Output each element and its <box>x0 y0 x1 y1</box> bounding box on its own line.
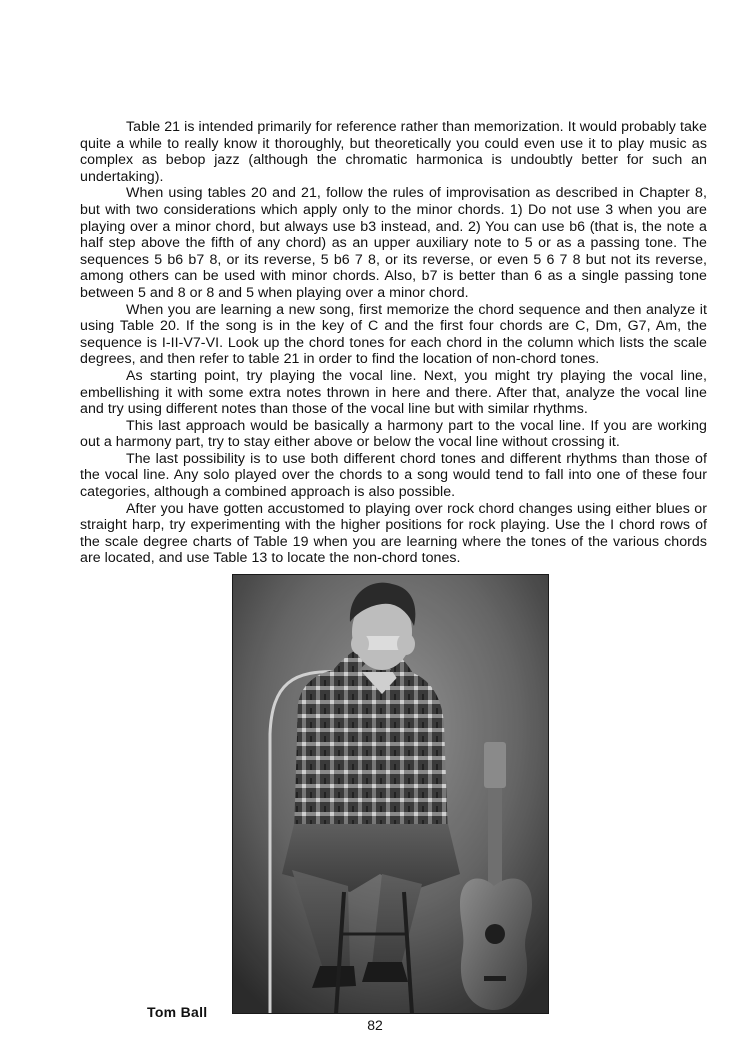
page-number: 82 <box>367 1017 383 1033</box>
paragraph: After you have gotten accustomed to playing over rock chord changes using either blues or straight harp, try experimenting with the higher positions for rock playing. Use the I chord rows of the scale degree charts of Table 19 when you are learning where the tones of the various chords are located, and use Table 13 to locate the non-chord tones. <box>80 500 707 567</box>
paragraph: Table 21 is intended primarily for reference rather than memorization. It would probably take quite a while to really know it thoroughly, but theoretically you could even use it to play music as complex as bebop jazz (although the chromatic harmonica is undoubtly better for such an undertaking). <box>80 119 707 185</box>
paragraph: The last possibility is to use both different chord tones and different rhythms than those of the vocal line. Any solo played over the chords to a song would tend to fall into one of these four categories, although a combined approach is also possible. <box>80 450 707 501</box>
body-text <box>80 119 707 567</box>
paragraph: This last approach would be basically a harmony part to the vocal line. If you are working out a harmony part, try to stay either above or below the vocal line without crossing it. <box>80 417 707 451</box>
paragraph: As starting point, try playing the vocal line. Next, you might try playing the vocal line, embellishing it with some extra notes thrown in here and there. After that, analyze the vocal line and try using different notes than those of the vocal line but with similar rhythms. <box>80 367 707 418</box>
paragraph: When using tables 20 and 21, follow the rules of improvisation as described in Chapter 8, but with two considerations which apply only to the minor chords. 1) Do not use 3 when you are playing over a minor chord, but always use b3 instead, and. 2) You can use b6 (that is, the note a half step above the fifth of any chord) as an upper auxiliary note to 5 or as a passing tone. The sequences 5 b6 b7 8, or its reverse, 5 b6 7 8, or its reverse, or even 5 6 7 8 but not its reverse, among others can be used with minor chords. Also, b7 is better than 6 as a single passing tone between 5 and 8 or 8 and 5 when playing over a minor chord. <box>80 185 707 301</box>
harmonica-player-photo <box>232 574 549 1014</box>
paragraph: When you are learning a new song, first memorize the chord sequence and then analyze it using Table 20. If the song is in the key of C and the first four chords are C, Dm, G7, Am, the sequence is I-II-V7-VI. Look up the chord tones for each chord in the column which lists the scale degrees, and then refer to table 21 in order to find the location of non-chord tones. <box>80 301 707 368</box>
photo-caption: Tom Ball <box>147 1004 208 1020</box>
